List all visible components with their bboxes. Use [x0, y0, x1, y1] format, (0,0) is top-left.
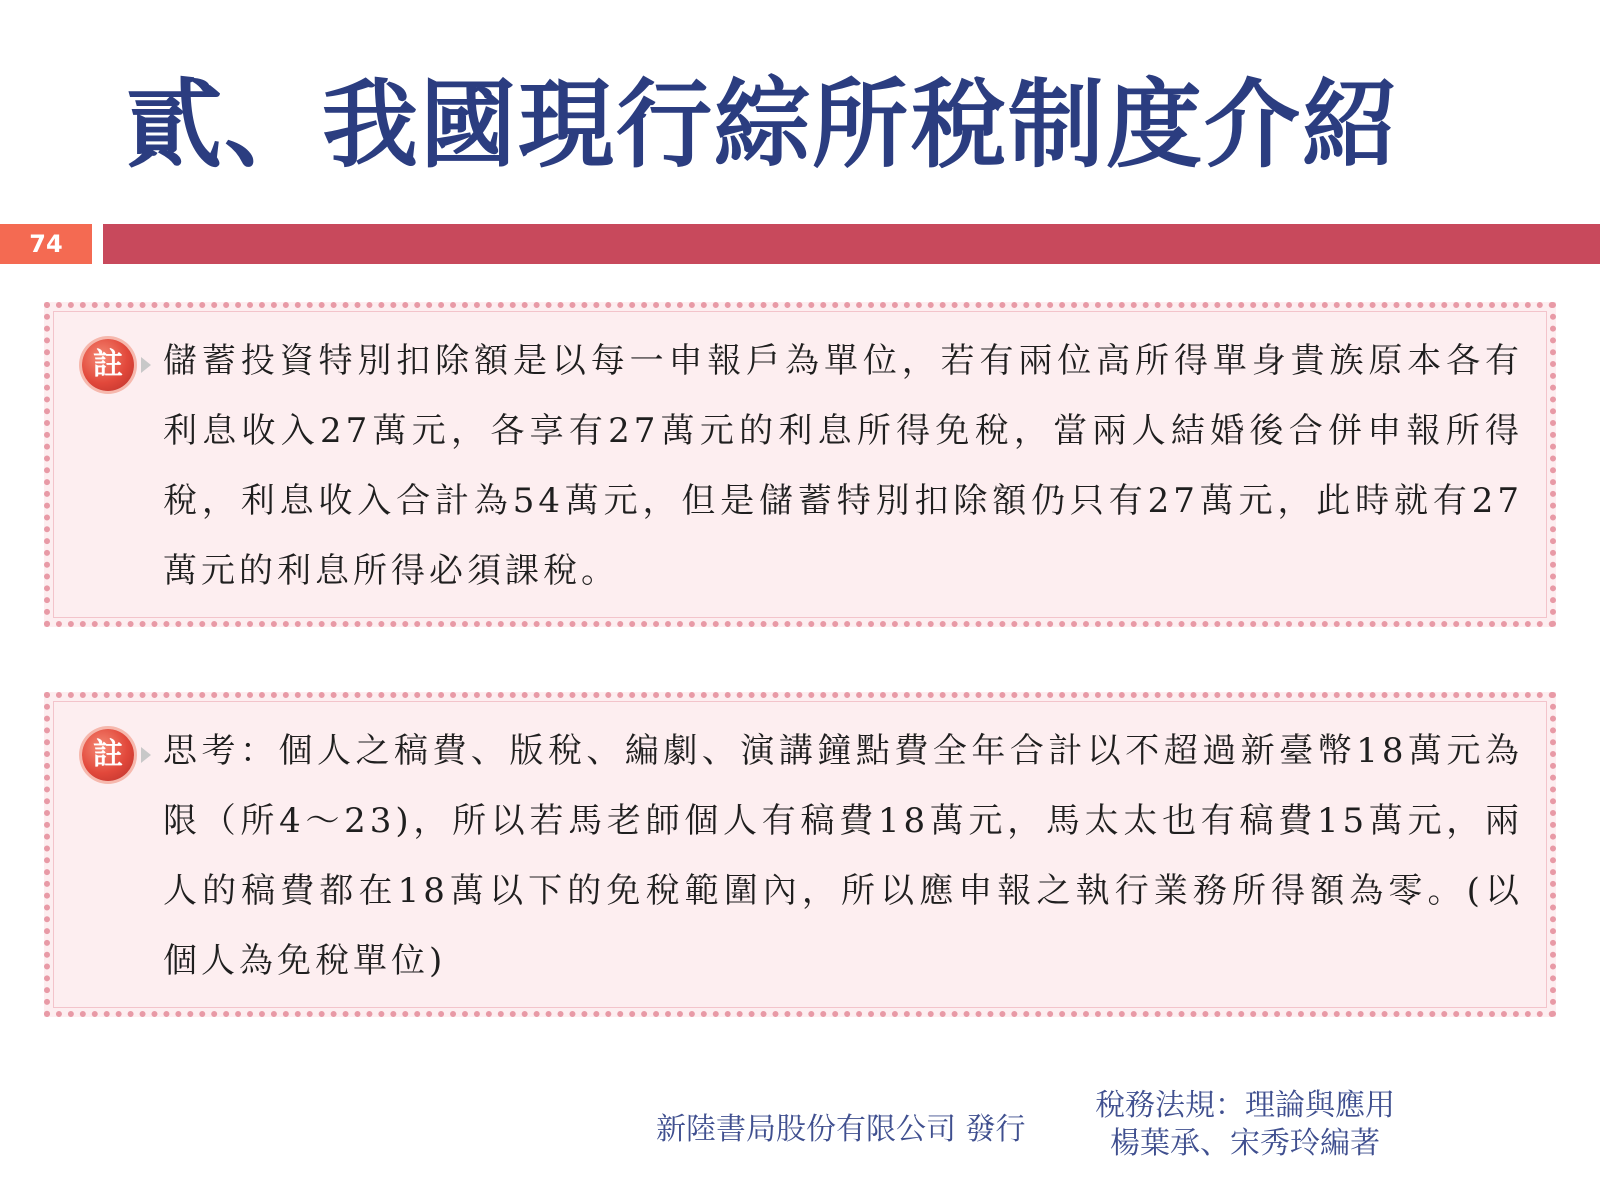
note-box-savings-deduction — [44, 302, 1556, 627]
book-title: 稅務法規：理論與應用 — [1095, 1088, 1395, 1123]
publisher-credit: 新陸書局股份有限公司 發行 — [656, 1112, 1026, 1147]
note-badge-icon: 註 — [82, 729, 134, 781]
note-box-royalty-exemption — [44, 692, 1556, 1017]
page-number: 74 — [0, 224, 92, 264]
book-info — [1075, 1087, 1415, 1163]
triangle-pointer-icon — [141, 747, 151, 763]
book-authors: 楊葉承、宋秀玲編著 — [1110, 1126, 1380, 1161]
note-text: 儲蓄投資特別扣除額是以每一申報戶為單位，若有兩位高所得單身貴族原本各有利息收入27萬元，各享有27萬元的利息所得免稅，當兩人結婚後合併申報所得稅，利息收入合計為54萬元，但是儲蓄特別扣除額仍只有27萬元，此時就有27萬元的利息所得必須課稅。 — [163, 341, 1523, 591]
note-badge-icon: 註 — [82, 339, 134, 391]
triangle-pointer-icon — [141, 357, 151, 373]
title-divider-bar — [103, 224, 1600, 264]
note-text: 思考：個人之稿費、版稅、編劇、演講鐘點費全年合計以不超過新臺幣18萬元為限（所4～23)，所以若馬老師個人有稿費18萬元，馬太太也有稿費15萬元，兩人的稿費都在18萬以下的免稅範圍內，所以應申報之執行業務所得額為零。(以個人為免稅單位) — [163, 731, 1523, 981]
slide-title: 貳、我國現行綜所稅制度介紹 — [126, 69, 1400, 181]
